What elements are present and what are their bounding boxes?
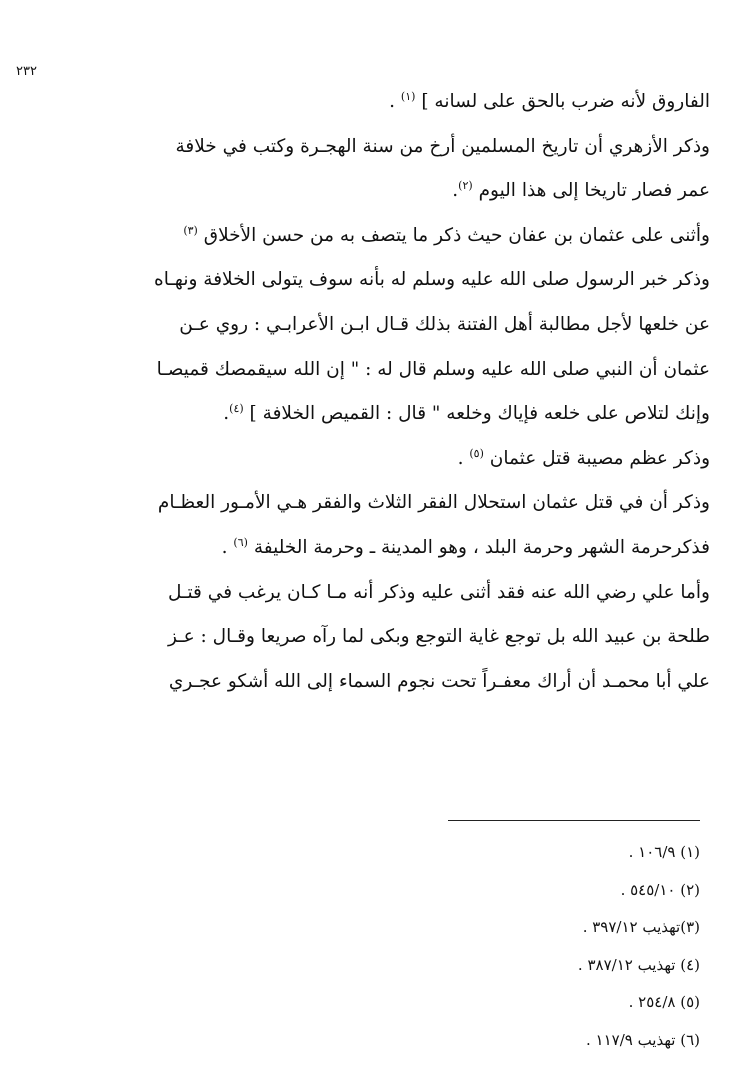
footnote-item: (١) ١٠٦/٩ . xyxy=(628,843,700,861)
footnote-item: (٦) تهذيب ١١٧/٩ . xyxy=(585,1030,700,1049)
footnotes xyxy=(400,834,700,1059)
text-line: علي أبا محمـد أن أراك معفـراً تحت نجوم السماء إلى الله أشكو عجـري xyxy=(168,670,710,692)
text-line: وذكر أن في قتل عثمان استحلال الفقر الثلاث والفقر هـي الأمـور العظـام xyxy=(157,492,710,514)
text-line: عثمان أن النبي صلى الله عليه وسلم قال له : " إن الله سيقمصك قميصـا xyxy=(156,358,710,380)
text-line: وإنك لتلاص على خلعه فإياك وخلعه " قال : القميص الخلافة ] $^{(٤)}$. xyxy=(223,402,710,425)
body-text xyxy=(40,80,710,704)
text-line: وذكر الأزهري أن تاريخ المسلمين أرخ من سنة الهجـرة وكتب في خلافة xyxy=(175,135,710,157)
text-line: وأما علي رضي الله عنه فقد أثنى عليه وذكر أنه مـا كـان يرغب في قتـل xyxy=(168,581,710,603)
text-line: عمر فصار تاريخا إلى هذا اليوم $^{(٢)}$. xyxy=(452,179,710,202)
text-line: عن خلعها لأجل مطالبة أهل الفتنة بذلك قـال ابـن الأعرابـي : روي عـن xyxy=(179,313,710,335)
footnote-item: (٤) تهذيب ٣٨٧/١٢ . xyxy=(577,955,700,974)
text-line: فذكرحرمة الشهر وحرمة البلد ، وهو المدينة ـ وحرمة الخليفة $^{(٦)}$ . xyxy=(221,535,710,558)
text-line: وذكر عظم مصيبة قتل عثمان $^{(٥)}$ . xyxy=(457,446,710,469)
footnote-item: (٢) ٥٤٥/١٠ . xyxy=(620,880,700,899)
text-line: الفاروق لأنه ضرب بالحق على لسانه ] $^{(١)}$ . xyxy=(389,89,710,112)
footnote-item: (٣)تهذيب ٣٩٧/١٢ . xyxy=(582,918,700,936)
text-line: طلحة بن عبيد الله بل توجع غاية التوجع وبكى لما رآه صريعا وقـال : عـز xyxy=(168,626,710,648)
text-line: وأثنى على عثمان بن عفان حيث ذكر ما يتصف به من حسن الأخلاق $^{(٣)}$ xyxy=(183,223,710,246)
text-line: وذكر خبر الرسول صلى الله عليه وسلم له بأنه سوف يتولى الخلافة ونهـاه xyxy=(154,269,710,291)
page-number: ٢٣٢ xyxy=(16,64,37,79)
footnote-item: (٥) ٢٥٤/٨ . xyxy=(628,993,700,1011)
footnote-divider xyxy=(448,820,700,821)
